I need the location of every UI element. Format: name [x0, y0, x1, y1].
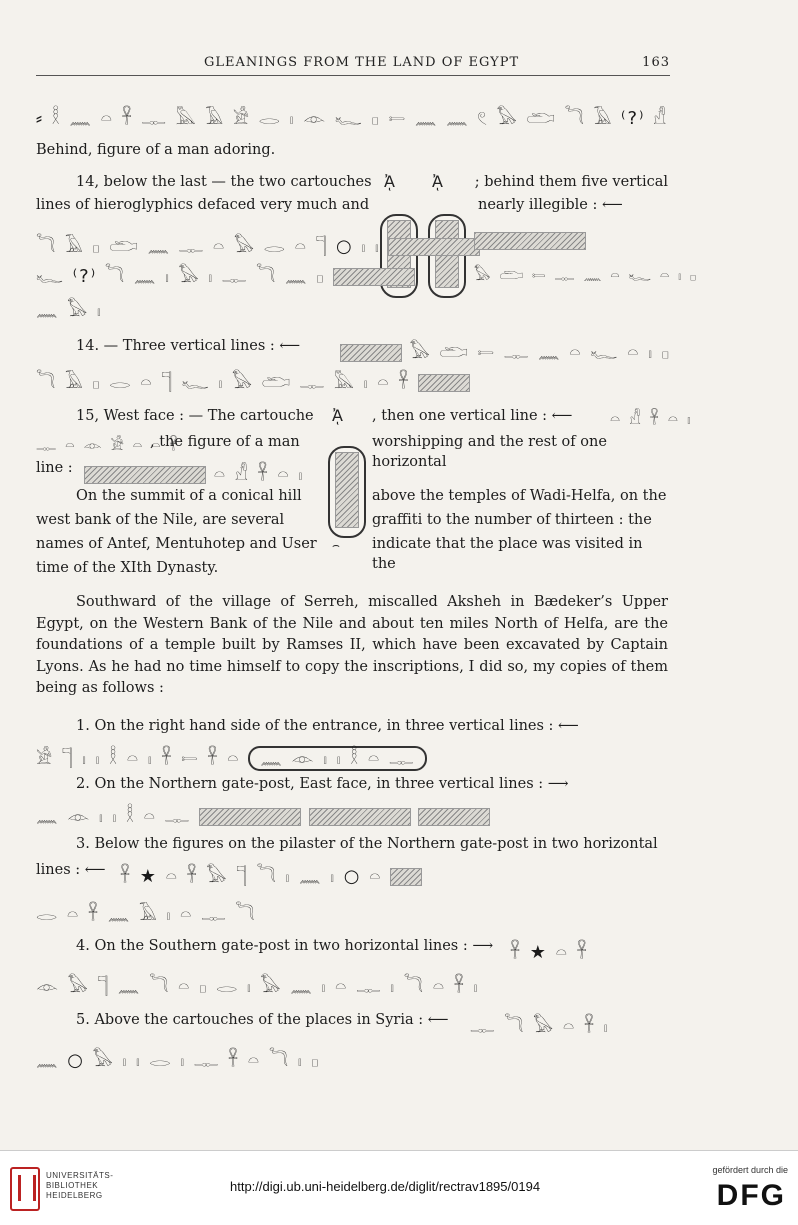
- glyph-text: 𓅃 𓂧 𓍿 𓊃 𓈖 𓏏 𓆑 𓏏 𓏤 𓊪: [409, 342, 671, 363]
- library-logo-icon: [10, 1167, 40, 1211]
- arrow-left-icon: ⟵: [601, 197, 623, 213]
- text-15-line3: line :: [36, 460, 73, 476]
- cartouche-base-icon: ⌢: [332, 538, 340, 552]
- cartouche-inline: 𓈖 𓁹 𓏤 𓏤 𓎛 𓏏 𓊃: [248, 746, 427, 771]
- glyph-text: 𓈖 𓁹 𓏤 𓏤 𓎛 𓏏 𓊃: [36, 806, 192, 827]
- glyph-text: 𓆓 𓄿 𓊪 𓂋 𓏏 𓊹 𓆑 𓏤 𓅃 𓂧 𓊃 𓅓 𓏤 𓏏 𓋹: [36, 372, 411, 393]
- arrow-right-icon: ⟶: [472, 938, 494, 954]
- text-15-line1-right: [372, 406, 632, 426]
- text-14-line1: 14, below the last — the two cartouches: [76, 174, 372, 190]
- arrow-left-icon: ⟵: [427, 1012, 449, 1028]
- text-summit-1-right: above the temples of Wadi-Helfa, on the: [372, 488, 667, 504]
- hieroglyph-line-top: ⸗ 𓎛 𓈖 𓏏 𓋹 𓊃 𓅓 𓄿 𓀀 𓂋 𓏤 𓁹 𓆑 𓊪 𓍿 𓈖 𓈖 𓏲 𓅃 𓂧 𓆓 𓄿 ⁽?⁾ 𓀭: [36, 108, 669, 129]
- text-14-line2: lines of hieroglyphics defaced very much and: [36, 197, 370, 213]
- text-southward: Southward of the village of Serreh, miscalled Aksheh in Bædeker’s Upper Egypt, on the Western Bank of the Nile and about ten miles North of Helfa, are the foundations of a temple built by Ramses II, which have been excavated by Captain Lyons. As he had no time himself to copy the inscriptions, I did so, my copies of them being as follows :: [36, 594, 668, 696]
- text-item-5: [76, 1010, 496, 1030]
- defaced-area: [199, 808, 301, 826]
- glyph-text: 𓆑 ⁽?⁾ 𓆓 𓈖 𓏤 𓅃 𓏤 𓊃 𓆓 𓈖 𓊪: [36, 266, 326, 287]
- arrow-left-icon: ⟵: [551, 408, 573, 424]
- hieroglyph-line-14b-right: 𓅃 𓂧 𓍿 𓊃 𓈖 𓏏 𓆑 𓏏 𓏤 𓊪: [474, 266, 699, 284]
- text-item-4-label: 4. On the Southern gate-post in two horizontal lines :: [76, 938, 468, 954]
- text-15-line1-right-label: , then one vertical line :: [372, 408, 548, 424]
- text-summit-2-right: graffiti to the number of thirteen : the: [372, 512, 652, 528]
- hieroglyph-line-14c: 𓈖 𓅃 𓏤: [36, 300, 103, 321]
- text-behind: Behind, figure of a man adoring.: [36, 142, 276, 158]
- hieroglyph-15-right: 𓏏 𓀭 𓋹 𓏏 𓏤: [610, 409, 693, 428]
- running-header: [36, 55, 670, 76]
- running-title: GLEANINGS FROM THE LAND OF EGYPT: [204, 55, 520, 70]
- hieroglyph-line-14e: [36, 364, 456, 393]
- hieroglyph-line-14b: [36, 258, 372, 287]
- text-item-2-label: 2. On the Northern gate-post, East face, in three vertical lines :: [76, 776, 544, 792]
- cartouche-tie-right-icon: ᾈ: [432, 172, 443, 191]
- defaced-area: [84, 466, 206, 484]
- text-item-1: [76, 716, 596, 736]
- hieroglyph-15-line: [84, 456, 324, 485]
- cartouche-tie-left-icon: ᾈ: [384, 172, 395, 191]
- defaced-area: [340, 344, 402, 362]
- hieroglyph-item-3-line1: [120, 858, 668, 887]
- arrow-left-icon: ⟵: [84, 862, 106, 878]
- text-item-3b: [36, 860, 116, 880]
- library-line-1: UNIVERSITÄTS-: [46, 1171, 114, 1180]
- defaced-area: [418, 374, 470, 392]
- text-summit-1: On the summit of a conical hill: [76, 488, 302, 504]
- hieroglyph-item-5-line2: 𓈖 ○ 𓅃 𓏤 𓏤 𓂋 𓏤 𓊃 𓋹 𓏏 𓆓 𓏤 𓊪: [36, 1050, 321, 1071]
- library-line-3: HEIDELBERG: [46, 1191, 103, 1200]
- hieroglyph-item-3-line2: 𓂋 𓏏 𓋹 𓈖 𓄿 𓏤 𓏏 𓊃 𓆓: [36, 904, 257, 925]
- defaced-area: [335, 452, 359, 528]
- hieroglyph-line-14a: [36, 228, 381, 257]
- text-14-right2-label: nearly illegible :: [478, 197, 598, 213]
- hieroglyph-15-inline: 𓊃 𓏏 𓁹 𓀀 𓏏 𓏏 𓋹: [36, 436, 180, 454]
- glyph-text: 𓆓 𓄿 𓊪 𓂧 𓈖 𓊃 𓏏 𓅃 𓂋 𓏏 𓊹 ○ 𓏤 𓏤: [36, 236, 381, 257]
- glyph-text: 𓋹 ★ 𓏏 𓋹 𓅃 𓊹 𓆓 𓏤 𓈖 𓏤 ○ 𓏏: [120, 866, 383, 887]
- text-item-3b-label: lines :: [36, 862, 81, 878]
- cartouche-tie-15-icon: ᾈ: [332, 406, 343, 425]
- arrow-left-icon: ⟵: [558, 718, 579, 734]
- text-14-three-lines: [76, 336, 346, 356]
- text-15-line1: 15, West face : — The cartouche: [76, 408, 314, 424]
- source-url-link[interactable]: http://digi.ub.uni-heidelberg.de/diglit/rectrav1895/0194: [230, 1179, 541, 1194]
- hieroglyph-item-4-line1: 𓋹 ★ 𓏏 𓋹: [510, 942, 589, 963]
- text-15-line2-right: worshipping and the rest of one horizontal: [372, 434, 607, 470]
- defaced-area: [309, 808, 411, 826]
- arrow-left-icon: ⟵: [279, 338, 301, 354]
- library-line-2: BIBLIOTHEK: [46, 1181, 99, 1190]
- text-item-2: [76, 774, 596, 794]
- hieroglyph-item-2: [36, 798, 536, 827]
- page-number: 163: [642, 55, 670, 70]
- hieroglyph-item-4-line2: 𓁹 𓅃 𓊹 𓈖 𓆓 𓏏 𓊪 𓂋 𓏤 𓅃 𓈖 𓏤 𓏏 𓊃 𓏤 𓆓 𓏏 𓋹 𓏤: [36, 976, 480, 997]
- defaced-area: [474, 232, 586, 250]
- text-item-3a: 3. Below the figures on the pilaster of the Northern gate-post in two horizontal: [76, 836, 658, 852]
- text-item-1-label: 1. On the right hand side of the entrance, in three vertical lines :: [76, 718, 554, 734]
- text-summit-2: west bank of the Nile, are several: [36, 512, 285, 528]
- defaced-area: [418, 808, 490, 826]
- defaced-area: [390, 868, 422, 886]
- text-14-right2: [478, 195, 668, 215]
- hieroglyph-line-14d: [340, 334, 671, 363]
- hieroglyph-line-14a-right: [474, 230, 668, 254]
- library-name: [46, 1171, 113, 1201]
- text-summit-3: names of Antef, Mentuhotep and User: [36, 536, 317, 552]
- text-14-right1: ; behind them five vertical: [474, 174, 668, 190]
- cartouche-15: [328, 446, 366, 538]
- digitization-footer: [0, 1150, 798, 1225]
- glyph-text: 𓀀 𓊹 𓏤 𓏤 𓎛 𓏏 𓏤 𓋹 𓍿 𓋹 𓏏: [36, 748, 241, 769]
- arrow-right-icon: ⟶: [547, 776, 569, 792]
- text-15-line2: , the figure of a man: [150, 434, 300, 450]
- text-summit-4: time of the XIth Dynasty.: [36, 560, 219, 576]
- text-item-4: [76, 936, 516, 956]
- funding-label: gefördert durch die: [712, 1165, 788, 1175]
- text-summit-3-right: indicate that the place was visited in the: [372, 536, 643, 572]
- text-14-three-lines-label: 14. — Three vertical lines :: [76, 338, 275, 354]
- defaced-area: [333, 268, 415, 286]
- text-item-5-label: 5. Above the cartouches of the places in Syria :: [76, 1012, 424, 1028]
- defaced-area: [388, 238, 480, 256]
- cartouche-right: [428, 214, 466, 298]
- hieroglyph-item-1: [36, 740, 536, 769]
- glyph-text: 𓏏 𓀭 𓋹 𓏏 𓏤: [213, 464, 305, 485]
- hieroglyph-item-5-line1: 𓊃 𓆓 𓅃 𓏏 𓋹 𓏤: [470, 1016, 610, 1037]
- dfg-logo: DFG: [716, 1179, 786, 1212]
